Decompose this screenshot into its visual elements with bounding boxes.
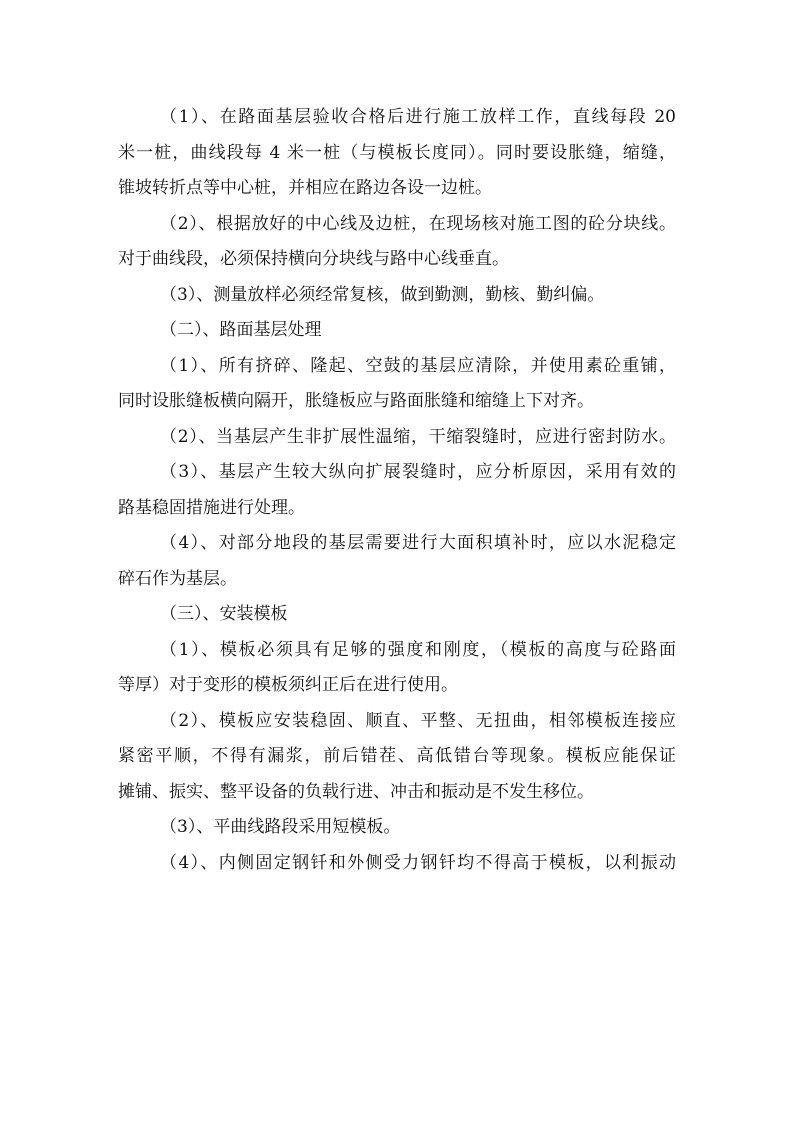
paragraph-line: 米一桩，曲线段每 4 米一桩（与模板长度同）。同时要设胀缝，缩缝， bbox=[118, 142, 676, 163]
paragraph-line: 紧密平顺，不得有漏浆，前后错茬、高低错台等现象。模板应能保证 bbox=[118, 746, 676, 766]
paragraph-line: （2）、当基层产生非扩展性温缩，干缩裂缝时，应进行密封防水。 bbox=[160, 426, 676, 447]
paragraph-line: （2）、模板应安装稳固、顺直、平整、无扭曲，相邻模板连接应 bbox=[160, 710, 676, 731]
paragraph-line: （3）、测量放样必须经常复核，做到勤测，勤核、勤纠偏。 bbox=[160, 284, 605, 305]
paragraph-line: 等厚）对于变形的模板须纠正后在进行使用。 bbox=[118, 675, 458, 695]
paragraph-line: 摊铺、振实、整平设备的负载行进、冲击和振动是不发生移位。 bbox=[118, 781, 594, 802]
paragraph-line: （1）、模板必须具有足够的强度和刚度，（模板的高度与砼路面 bbox=[160, 639, 676, 660]
paragraph-line: 锥坡转折点等中心桩，并相应在路边各设一边桩。 bbox=[118, 178, 492, 198]
paragraph-line: （4）、内侧固定钢钎和外侧受力钢钎均不得高于模板，以利振动 bbox=[160, 852, 676, 873]
paragraph-line: 同时设胀缝板横向隔开，胀缝板应与路面胀缝和缩缝上下对齐。 bbox=[118, 391, 594, 411]
paragraph-line: 对于曲线段，必须保持横向分块线与路中心线垂直。 bbox=[118, 249, 509, 269]
section-heading: （二）、路面基层处理 bbox=[160, 320, 322, 340]
paragraph-line: （1）、在路面基层验收合格后进行施工放样工作，直线每段 20 bbox=[160, 107, 676, 127]
paragraph-line: （3）、平曲线路段采用短模板。 bbox=[160, 817, 401, 837]
paragraph-line: 碎石作为基层。 bbox=[118, 568, 237, 589]
paragraph-line: （3）、基层产生较大纵向扩展裂缝时，应分析原因，采用有效的 bbox=[160, 462, 676, 482]
paragraph-line: （4）、对部分地段的基层需要进行大面积填补时，应以水泥稳定 bbox=[160, 533, 676, 553]
paragraph-line: （2）、根据放好的中心线及边桩，在现场核对施工图的砼分块线。 bbox=[160, 213, 676, 234]
paragraph-line: （1）、所有挤碎、隆起、空鼓的基层应清除，并使用素砼重铺， bbox=[160, 355, 676, 376]
paragraph-line: 路基稳固措施进行处理。 bbox=[118, 497, 305, 518]
document-page bbox=[118, 100, 676, 881]
section-heading: （三）、安装模板 bbox=[160, 604, 288, 624]
